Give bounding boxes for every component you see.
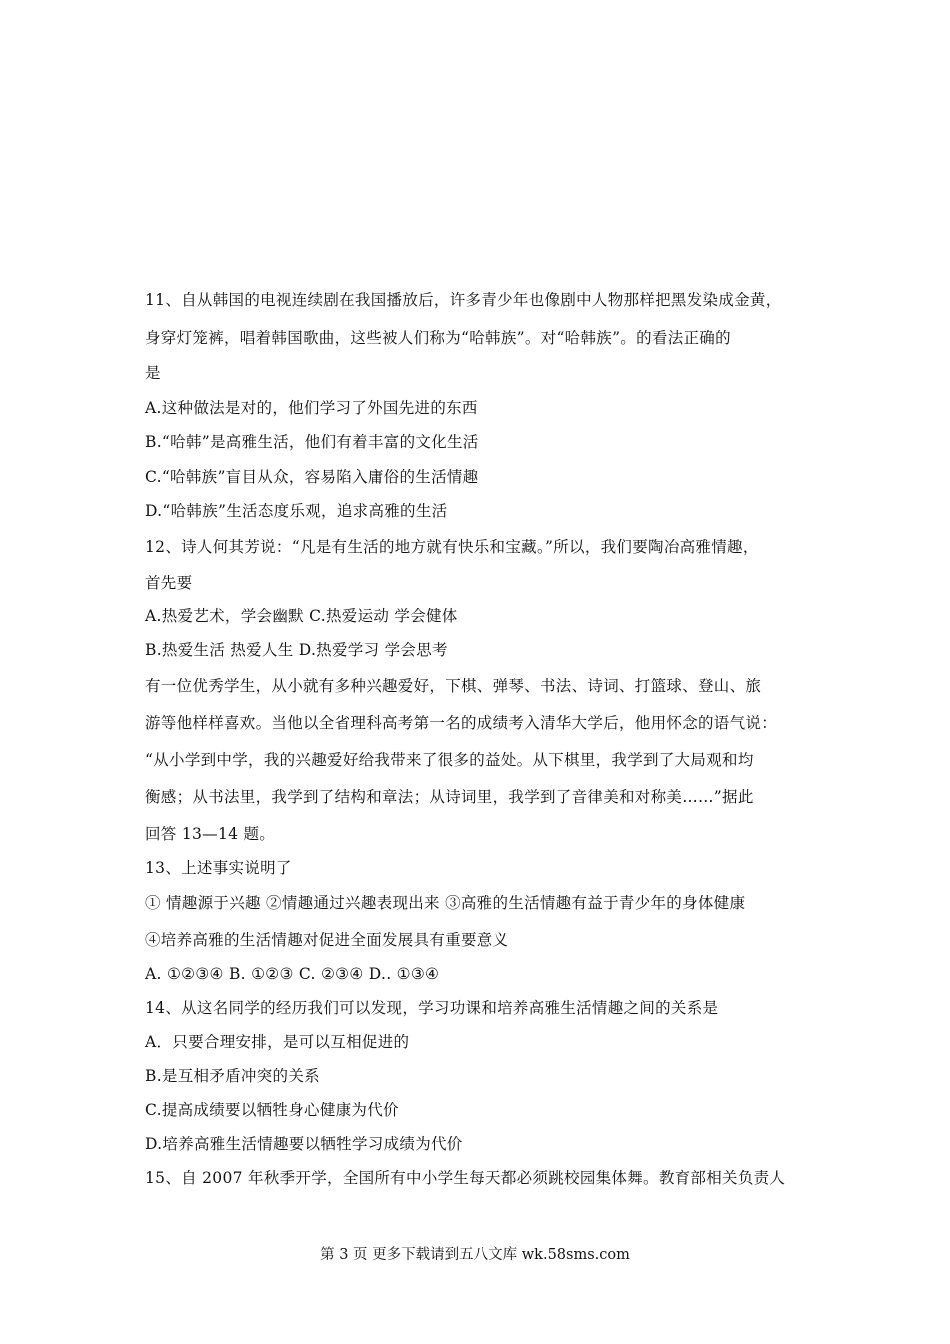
passage-line-2: 游等他样样喜欢。当他以全省理科高考第一名的成绩考入清华大学后，他用怀念的语气说： xyxy=(145,714,778,732)
q15-stem-line-1: 15、自 2007 年秋季开学，全国所有中小学生每天都必须跳校园集体舞。教育部相关负责人 xyxy=(145,1169,786,1187)
q11-option-a: A.这种做法是对的，他们学习了外国先进的东西 xyxy=(145,399,478,417)
page-footer: 第 3 页 更多下载请到五八文库 wk.58sms.com xyxy=(320,1247,630,1263)
q11-option-c: C.“哈韩族”盲目从众，容易陷入庸俗的生活情趣 xyxy=(145,468,479,486)
q12-stem-line-2: 首先要 xyxy=(145,574,193,592)
q11-option-b: B.“哈韩”是高雅生活，他们有着丰富的文化生活 xyxy=(145,433,479,451)
q14-stem: 14、从这名同学的经历我们可以发现，学习功课和培养高雅生活情趣之间的关系是 xyxy=(145,999,719,1017)
q11-stem-line-2: 身穿灯笼裤，唱着韩国歌曲，这些被人们称为“哈韩族”。对“哈韩族”。的看法正确的 xyxy=(145,329,731,347)
q13-statements-line-2: ④培养高雅的生活情趣对促进全面发展具有重要意义 xyxy=(145,931,509,949)
q11-stem-line-1: 11、自从韩国的电视连续剧在我国播放后，许多青少年也像剧中人物那样把黑发染成金黄， xyxy=(145,291,782,309)
q14-option-b: B.是互相矛盾冲突的关系 xyxy=(145,1067,320,1085)
q14-option-d: D.培养高雅生活情趣要以牺牲学习成绩为代价 xyxy=(145,1135,463,1153)
q13-stem: 13、上述事实说明了 xyxy=(145,859,292,877)
q13-statements-line-1: ① 情趣源于兴趣 ②情趣通过兴趣表现出来 ③高雅的生活情趣有益于青少年的身体健康 xyxy=(145,894,746,912)
q12-options-ac: A.热爱艺术，学会幽默 C.热爱运动 学会健体 xyxy=(145,607,458,625)
q11-option-d: D.“哈韩族”生活态度乐观，追求高雅的生活 xyxy=(145,502,448,520)
q12-stem-line-1: 12、诗人何其芳说：“凡是有生活的地方就有快乐和宝藏。”所以，我们要陶冶高雅情趣， xyxy=(145,538,759,556)
q14-option-c: C.提高成绩要以牺牲身心健康为代价 xyxy=(145,1101,399,1119)
passage-line-5: 回答 13—14 题。 xyxy=(145,825,276,843)
passage-line-3: “从小学到中学，我的兴趣爱好给我带来了很多的益处。从下棋里，我学到了大局观和均 xyxy=(145,751,754,769)
q11-stem-line-3: 是 xyxy=(145,364,161,382)
q13-options: A. ①②③④ B. ①②③ C. ②③④ D.. ①③④ xyxy=(145,965,440,983)
q14-option-a: A．只要合理安排，是可以互相促进的 xyxy=(145,1033,410,1051)
passage-line-1: 有一位优秀学生，从小就有多种兴趣爱好，下棋、弹琴、书法、诗词、打篮球、登山、旅 xyxy=(145,677,762,695)
passage-line-4: 衡感；从书法里，我学到了结构和章法；从诗词里，我学到了音律美和对称美……”据此 xyxy=(145,788,754,806)
q12-options-bd: B.热爱生活 热爱人生 D.热爱学习 学会思考 xyxy=(145,641,448,659)
